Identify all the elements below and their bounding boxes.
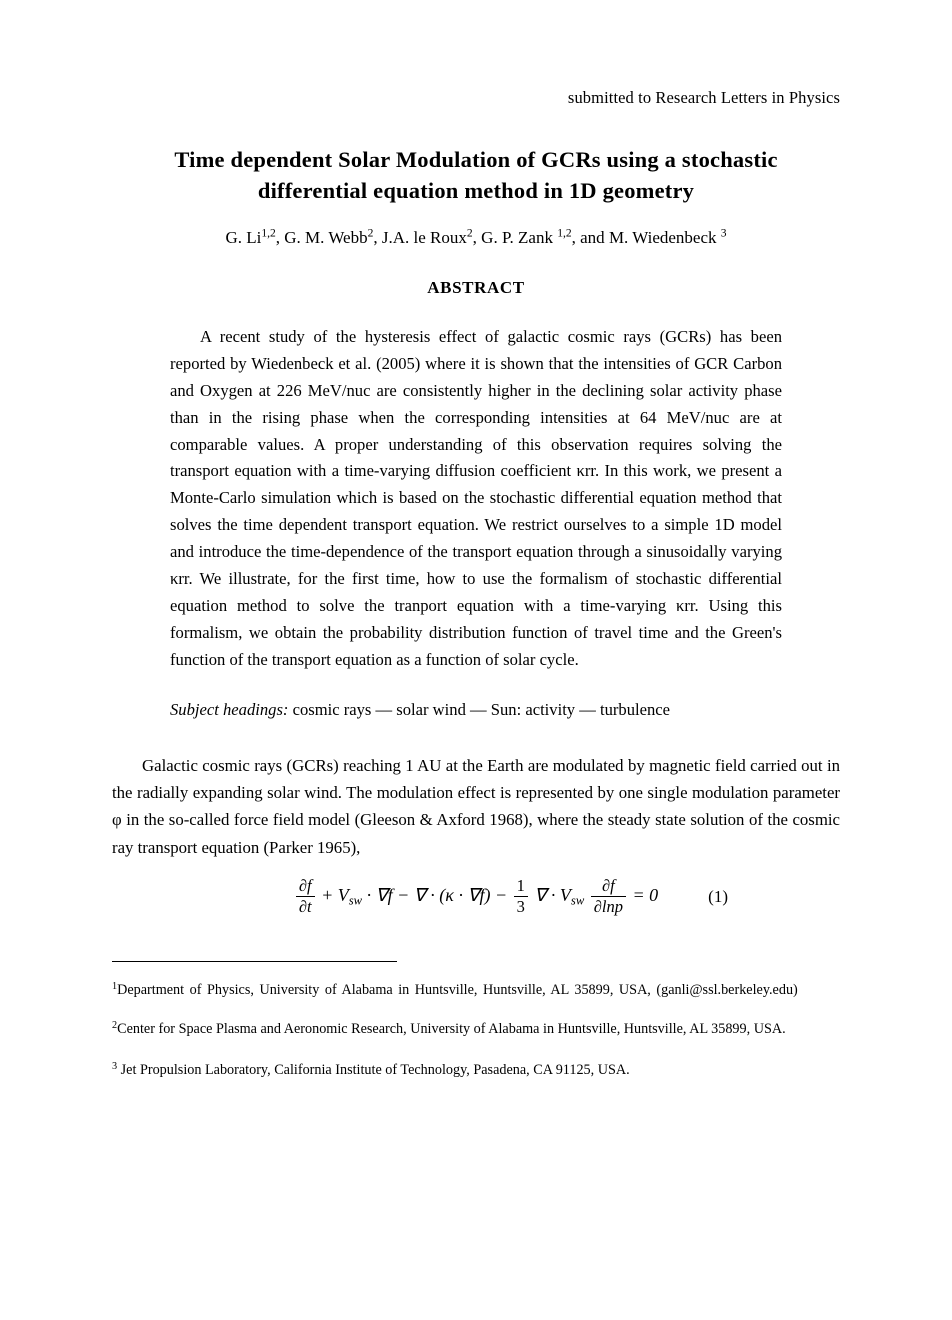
- frac2-denominator: 3: [514, 896, 528, 917]
- equation-term-vsw: + V: [321, 884, 349, 905]
- subject-headings-value: cosmic rays — solar wind — Sun: activity — turbulence: [288, 700, 671, 720]
- body-paragraph-1: Galactic cosmic rays (GCRs) reaching 1 AU at the Earth are modulated by magnetic field carried out in the radially expanding solar wind. The modulation effect is represented by one single modulation parameter φ in the so-called force field model (Gleeson & Axford 1968), where the steady state solution of the cosmic ray transport equation (Parker 1965),: [112, 756, 840, 857]
- equation-fraction-one-third: [514, 877, 528, 917]
- page-title: [112, 144, 840, 206]
- equation-fraction-df-dt: [296, 877, 315, 917]
- equation-term-vsw-sub: sw: [348, 893, 363, 908]
- equation-number: (1): [708, 886, 728, 906]
- footnote-1-marker: 1: [112, 980, 118, 992]
- author-separator-3: ,: [472, 228, 482, 248]
- author-5-affil-marker: 3: [720, 226, 727, 240]
- author-separator-4: , and: [571, 228, 609, 248]
- author-2-affil-marker: 2: [367, 226, 374, 240]
- journal-submission-note: submitted to Research Letters in Physics: [567, 88, 840, 107]
- frac1-numerator: ∂f: [298, 875, 312, 895]
- author-list: [112, 228, 840, 248]
- footnote-3-marker: 3: [112, 1061, 118, 1073]
- author-separator-1: ,: [275, 228, 285, 248]
- frac3-denominator: ∂lnp: [591, 896, 626, 917]
- frac2-numerator: 1: [516, 875, 525, 895]
- equation-block: [112, 877, 840, 917]
- author-3-name: J.A. le Roux: [381, 228, 467, 248]
- equation-fraction-df-dlnp: [591, 877, 626, 917]
- title-line-1: Time dependent Solar Modulation of GCRs using a stochastic: [174, 147, 778, 172]
- footnote-1-text: Department of Physics, University of Alabama in Huntsville, Huntsville, AL 35899, USA, (ganli@ssl.berkeley.edu): [117, 981, 798, 998]
- equation-term-divergence-sub: sw: [570, 893, 585, 908]
- footnote-3-text: Jet Propulsion Laboratory, California Institute of Technology, Pasadena, CA 91125, USA.: [117, 1062, 630, 1079]
- equation-term-gradient: · ∇f − ∇ · (κ · ∇f) −: [362, 884, 508, 905]
- author-4-name: G. P. Zank: [481, 228, 558, 248]
- abstract-heading: ABSTRACT: [427, 278, 525, 298]
- title-line-2: differential equation method in 1D geometry: [257, 178, 695, 204]
- equation-term-divergence: ∇ · V: [534, 884, 571, 905]
- transport-equation: [294, 877, 658, 917]
- footnote-2-marker: 2: [112, 1019, 118, 1031]
- author-2-name: G. M. Webb: [284, 228, 368, 248]
- footnote-2: [112, 1019, 840, 1040]
- author-5-name: M. Wiedenbeck: [608, 228, 721, 248]
- author-1-affil-marker: 1,2: [261, 226, 276, 240]
- footnote-3: [112, 1060, 840, 1081]
- subject-headings: [170, 697, 782, 724]
- author-separator-2: ,: [373, 228, 382, 248]
- frac1-denominator: ∂t: [296, 896, 315, 917]
- author-4-affil-marker: 1,2: [557, 226, 572, 240]
- equation-term-equals-zero: = 0: [632, 884, 659, 905]
- footnote-rule: [112, 961, 397, 962]
- author-1-name: G. Li: [225, 228, 262, 248]
- footnote-1: [112, 980, 840, 1001]
- abstract-text: A recent study of the hysteresis effect of galactic cosmic rays (GCRs) has been reported by Wiedenbeck et al. (2005) where it is shown that the intensities of GCR Carbon and Oxygen at 226 MeV/nuc are consistently higher in the declining solar activity phase than in the rising phase when the corresponding intensities at 64 MeV/nuc are at comparable values. A proper understanding of this observation requires solving the transport equation with a time-varying diffusion coefficient κrr. In this work, we present a Monte-Carlo simulation which is based on the stochastic differential equation method that solves the time dependent transport equation. We restrict ourselves to a simple 1D model and introduce the time-dependence of the transport equation through a sinusoidally varying κrr. We illustrate, for the first time, how to use the formalism of stochastic differential equation method to solve the tranport equation with a time-varying κrr. Using this formalism, we obtain the probability distribution function of travel time and the Green's function of the transport equation as a function of solar cycle.: [170, 327, 782, 669]
- paper-page: [0, 88, 952, 1320]
- footnote-2-text: Center for Space Plasma and Aeronomic Research, University of Alabama in Huntsville, Huntsville, AL 35899, USA.: [117, 1020, 786, 1037]
- subject-headings-label: Subject headings:: [170, 700, 289, 720]
- frac3-numerator: ∂f: [601, 875, 615, 895]
- author-3-affil-marker: 2: [466, 226, 473, 240]
